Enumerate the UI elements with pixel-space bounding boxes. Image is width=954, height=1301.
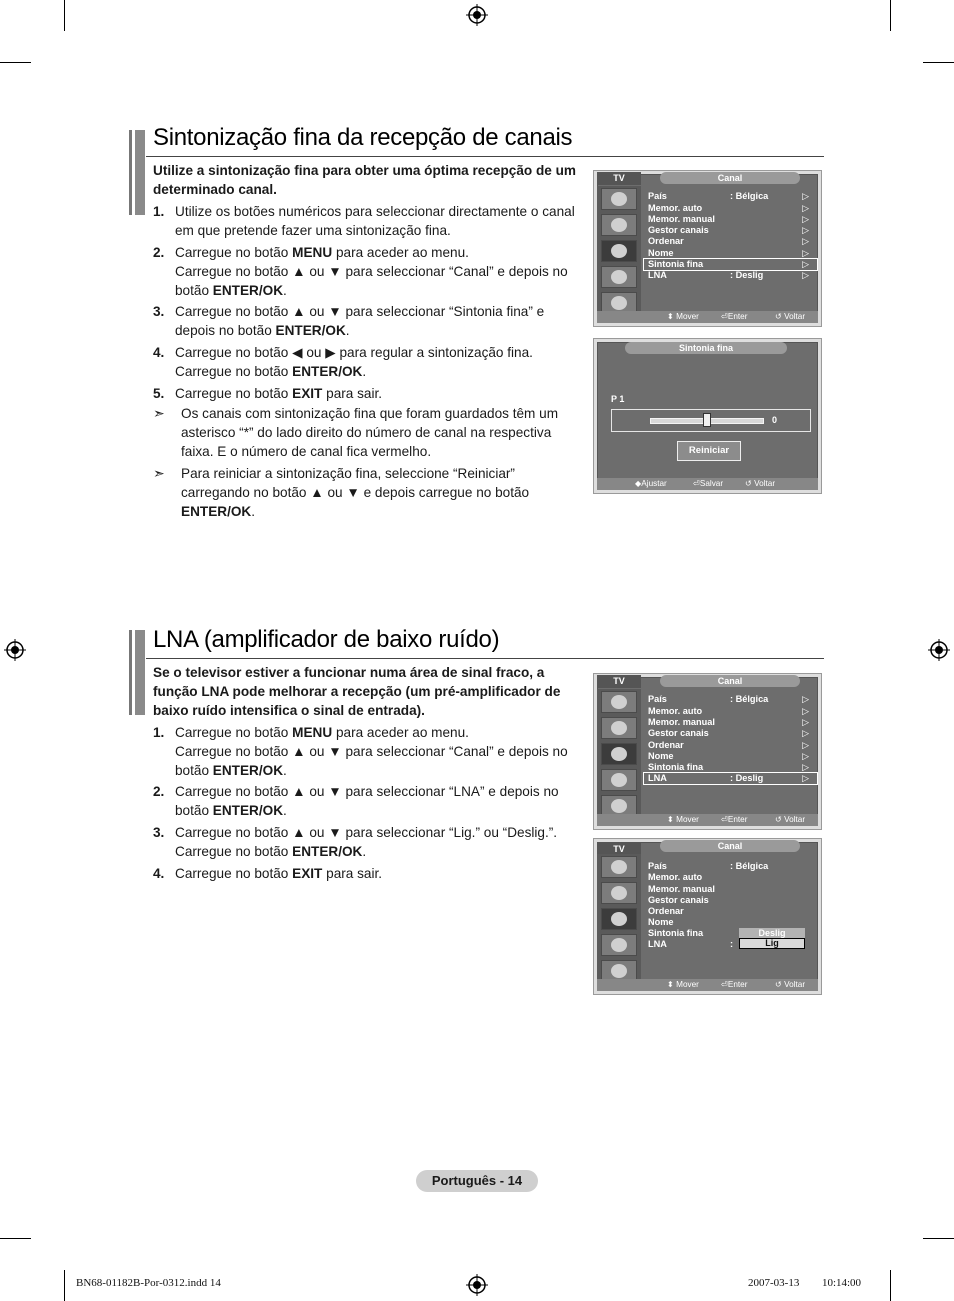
section-rule	[146, 658, 824, 659]
menu-title: Canal	[660, 675, 800, 687]
menu-footer	[597, 311, 818, 323]
enter-hint: ⏎Enter	[721, 815, 748, 824]
setup-icon	[601, 934, 637, 956]
channel-label: P 1	[611, 394, 625, 404]
menu-title: Canal	[660, 840, 800, 852]
channel-icon	[601, 240, 637, 262]
move-hint: ⬍ Mover	[667, 312, 699, 321]
step-3: 3. Carregue no botão ▲ ou ▼ para seleccionar “Lig.” ou “Deslig.”. Carregue no botão ENTER/OK.	[153, 825, 558, 859]
step-5: 5. Carregue no botão EXIT para sair.	[153, 386, 383, 401]
move-hint: ⬍ Mover	[667, 815, 699, 824]
menu-item-gestor-canais[interactable]: Gestor canais	[648, 895, 709, 905]
section-title: LNA (amplificador de baixo ruído)	[153, 626, 500, 653]
menu-item-lna[interactable]: LNA : Deslig ▷	[648, 270, 809, 280]
section-intro: Utilize a sintonização fina para obter uma óptima recepção de um determinado canal.	[153, 163, 577, 197]
menu-item-memor-auto[interactable]: Memor. auto	[648, 872, 703, 882]
menu-item-sintonia-fina[interactable]: Sintonia fina ▷	[648, 762, 809, 772]
imprint-date: 2007-03-13 ￿￿ 10:14:00	[748, 1277, 862, 1289]
move-hint: ⬍ Mover	[667, 980, 699, 989]
enter-hint: ⏎Enter	[721, 312, 748, 321]
tv-menu-screen	[593, 838, 822, 995]
imprint-file: BN68-01182B-Por-0312.indd 14	[76, 1277, 221, 1289]
picture-icon	[601, 691, 637, 713]
menu-item-ordenar[interactable]: Ordenar	[648, 906, 684, 916]
menu-footer	[597, 979, 818, 991]
back-hint: ↺ Voltar	[745, 479, 776, 488]
enter-hint: ⏎Enter	[721, 980, 748, 989]
fine-tune-slider-box	[611, 409, 811, 432]
registration-mark-icon	[4, 639, 26, 661]
fine-tune-slider-thumb[interactable]	[703, 413, 711, 427]
lna-option-lig[interactable]: Lig	[739, 938, 805, 949]
menu-item-nome[interactable]: Nome ▷	[648, 248, 809, 258]
crop-mark	[890, 1270, 891, 1301]
reset-button[interactable]: Reiniciar	[677, 441, 741, 461]
menu-item-gestor-canais[interactable]: Gestor canais ▷	[648, 728, 809, 738]
note: ➣ Os canais com sintonização fina que foram guardados têm um asterisco “*” do lado direito do número de canal na respectiva faixa. E o número de canal fica vermelho.	[153, 405, 559, 459]
sound-icon	[601, 717, 637, 739]
menu-item-pais[interactable]: País : Bélgica ▷	[648, 191, 809, 201]
menu-item-sintonia-fina[interactable]: Sintonia fina ▷	[644, 259, 817, 270]
menu-list	[644, 694, 817, 794]
back-hint: ↺ Voltar	[775, 815, 806, 824]
menu-title: Canal	[660, 172, 800, 184]
menu-item-pais[interactable]: País : Bélgica	[648, 861, 769, 871]
sound-icon	[601, 214, 637, 236]
lna-option-deslig[interactable]: Deslig	[739, 928, 805, 938]
page-number-badge: Português - 14	[416, 1170, 538, 1192]
channel-icon	[601, 743, 637, 765]
registration-mark-icon	[466, 4, 488, 26]
section-bar	[135, 130, 145, 215]
crop-mark	[923, 1238, 954, 1239]
menu-item-gestor-canais[interactable]: Gestor canais ▷	[648, 225, 809, 235]
tv-tab: TV	[597, 843, 641, 856]
menu-list	[644, 191, 817, 291]
step-3: 3. Carregue no botão ▲ ou ▼ para seleccionar “Sintonia fina” e depois no botão ENTER/OK.	[153, 304, 545, 338]
crop-mark	[923, 62, 954, 63]
section-rule	[146, 156, 824, 157]
tv-tab: TV	[597, 675, 641, 688]
section-title: Sintonização fina da recepção de canais	[153, 124, 573, 151]
note: ➣ Para reiniciar a sintonização fina, seleccione “Reiniciar” carregando no botão ▲ ou ▼ e depois carregue no botão ENTER/OK.	[153, 465, 530, 519]
crop-mark	[890, 0, 891, 31]
step-1: 1. Carregue no botão MENU para aceder ao menu. Carregue no botão ▲ ou ▼ para seleccionar “Canal” e depois no botão ENTER/OK.	[153, 725, 568, 778]
section-bar	[129, 630, 132, 715]
registration-mark-icon	[466, 1274, 488, 1296]
tv-menu-screen	[593, 170, 822, 327]
menu-item-nome[interactable]: Nome ▷	[648, 751, 809, 761]
menu-item-memor-auto[interactable]: Memor. auto ▷	[648, 203, 809, 213]
picture-icon	[601, 188, 637, 210]
menu-item-pais[interactable]: País : Bélgica ▷	[648, 694, 809, 704]
picture-icon	[601, 856, 637, 878]
menu-sidebar	[597, 689, 641, 822]
menu-footer	[597, 814, 818, 826]
section-intro: Se o televisor estiver a funcionar numa área de sinal fraco, a função LNA pode melhorar a recepção (um pré-amplificador de baixo ruído intensifica o sinal de entrada).	[153, 665, 561, 718]
note-arrow-icon: ➣	[153, 465, 165, 481]
menu-item-lna[interactable]: LNA :	[648, 939, 734, 949]
menu-item-memor-manual[interactable]: Memor. manual ▷	[648, 214, 809, 224]
fine-tune-footer	[597, 478, 818, 490]
menu-sidebar	[597, 186, 641, 319]
note-arrow-icon: ➣	[153, 405, 165, 421]
sound-icon	[601, 882, 637, 904]
menu-item-memor-manual[interactable]: Memor. manual ▷	[648, 717, 809, 727]
menu-item-memor-manual[interactable]: Memor. manual	[648, 884, 715, 894]
channel-icon	[601, 908, 637, 930]
step-2: 2. Carregue no botão ▲ ou ▼ para seleccionar “LNA” e depois no botão ENTER/OK.	[153, 784, 559, 818]
menu-item-ordenar[interactable]: Ordenar ▷	[648, 236, 809, 246]
step-4: 4. Carregue no botão EXIT para sair.	[153, 866, 383, 881]
fine-tune-title: Sintonia fina	[625, 342, 787, 354]
section-bar	[135, 630, 145, 715]
menu-item-sintonia-fina[interactable]: Sintonia fina	[648, 928, 704, 938]
menu-item-ordenar[interactable]: Ordenar ▷	[648, 740, 809, 750]
registration-mark-icon	[928, 639, 950, 661]
tv-tab: TV	[597, 172, 641, 185]
back-hint: ↺ Voltar	[775, 312, 806, 321]
step-1: 1. Utilize os botões numéricos para seleccionar directamente o canal em que pretende fazer uma sintonização fina.	[153, 204, 575, 238]
save-hint: ⏎Salvar	[693, 479, 724, 488]
fine-tune-screen	[593, 338, 822, 494]
back-hint: ↺ Voltar	[775, 980, 806, 989]
step-2: 2. Carregue no botão MENU para aceder ao menu. Carregue no botão ▲ ou ▼ para seleccionar “Canal” e depois no botão ENTER/OK.	[153, 245, 568, 298]
section-bar	[129, 130, 132, 215]
tv-menu-screen	[593, 673, 822, 830]
menu-item-memor-auto[interactable]: Memor. auto ▷	[648, 706, 809, 716]
step-4: 4. Carregue no botão ◀ ou ▶ para regular a sintonização fina. Carregue no botão ENTER/OK.	[153, 345, 533, 379]
setup-icon	[601, 266, 637, 288]
menu-item-nome[interactable]: Nome	[648, 917, 674, 927]
crop-mark	[64, 1270, 65, 1301]
fine-tune-value: 0	[772, 415, 778, 425]
menu-item-lna[interactable]: LNA : Deslig ▷	[644, 773, 817, 784]
adjust-hint: ◆Ajustar	[635, 479, 667, 488]
menu-sidebar	[597, 854, 641, 987]
crop-mark	[0, 62, 31, 63]
setup-icon	[601, 769, 637, 791]
crop-mark	[64, 0, 65, 31]
crop-mark	[0, 1238, 31, 1239]
